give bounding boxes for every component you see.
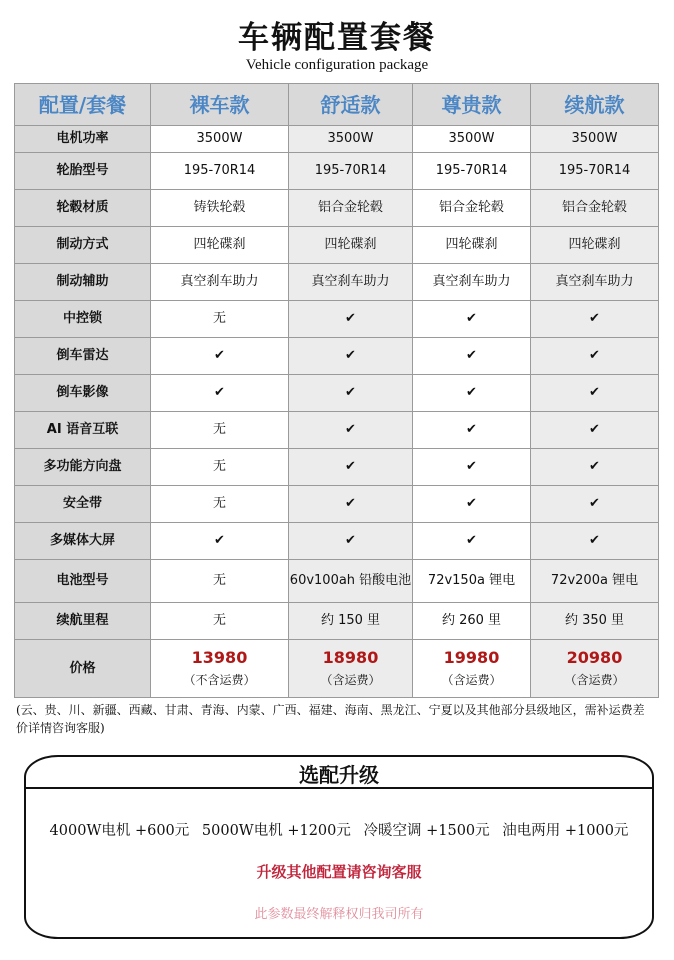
table-cell: 无 (151, 301, 289, 338)
table-cell: 四轮碟刹 (413, 227, 531, 264)
row-label: 价格 (15, 640, 151, 698)
price-row (15, 640, 659, 698)
table-cell: 3500W (531, 126, 659, 153)
check-icon: ✔ (413, 375, 531, 412)
check-icon: ✔ (289, 375, 413, 412)
table-cell: 约 260 里 (413, 603, 531, 640)
row-label: 电机功率 (15, 126, 151, 153)
table-cell: 195-70R14 (289, 153, 413, 190)
table-row (15, 486, 659, 523)
upgrade-option: 5000W电机 +1200元 (201, 823, 351, 839)
check-icon: ✔ (289, 523, 413, 560)
price-cell (151, 640, 289, 698)
row-label: 倒车影像 (15, 375, 151, 412)
upgrade-option: 油电两用 +1000元 (502, 823, 629, 839)
table-cell: 无 (151, 603, 289, 640)
table-cell: 铝合金轮毂 (289, 190, 413, 227)
table-cell: 60v100ah 铅酸电池 (289, 560, 413, 603)
package-header: 尊贵款 (413, 84, 531, 126)
row-label: AI 语音互联 (15, 412, 151, 449)
check-icon: ✔ (413, 338, 531, 375)
table-cell: 真空刹车助力 (289, 264, 413, 301)
table-row (15, 190, 659, 227)
package-header: 裸车款 (151, 84, 289, 126)
config-table (14, 83, 659, 698)
check-icon: ✔ (531, 375, 659, 412)
table-cell: 四轮碟刹 (531, 227, 659, 264)
row-label: 中控锁 (15, 301, 151, 338)
corner-label: 配置/套餐 (15, 84, 151, 126)
price-value: 20980 (566, 647, 623, 667)
check-icon: ✔ (289, 486, 413, 523)
upgrade-box (24, 755, 654, 939)
table-row (15, 560, 659, 603)
price-value: 19980 (443, 647, 500, 667)
table-cell: 无 (151, 560, 289, 603)
row-label: 制动方式 (15, 227, 151, 264)
price-value: 13980 (191, 647, 248, 667)
table-cell: 195-70R14 (151, 153, 289, 190)
price-cell (531, 640, 659, 698)
disclaimer-text: 此参数最终解释权归我司所有 (254, 907, 424, 922)
price-value: 18980 (322, 647, 379, 667)
row-label: 轮毂材质 (15, 190, 151, 227)
table-cell: 195-70R14 (531, 153, 659, 190)
table-cell: 真空刹车助力 (413, 264, 531, 301)
table-row (15, 375, 659, 412)
upgrade-option: 4000W电机 +600元 (49, 823, 190, 839)
row-label: 多媒体大屏 (15, 523, 151, 560)
table-row (15, 603, 659, 640)
table-row (15, 153, 659, 190)
check-icon: ✔ (289, 301, 413, 338)
table-cell: 无 (151, 412, 289, 449)
check-icon: ✔ (413, 412, 531, 449)
check-icon: ✔ (289, 449, 413, 486)
table-cell: 铝合金轮毂 (531, 190, 659, 227)
row-label: 轮胎型号 (15, 153, 151, 190)
package-header: 舒适款 (289, 84, 413, 126)
check-icon: ✔ (151, 375, 289, 412)
row-label: 倒车雷达 (15, 338, 151, 375)
upgrade-title: 选配升级 (299, 763, 379, 787)
page-title: 车辆配置套餐 (238, 20, 436, 56)
table-cell: 72v200a 锂电 (531, 560, 659, 603)
table-row (15, 449, 659, 486)
check-icon: ✔ (531, 523, 659, 560)
table-header-row (15, 84, 659, 126)
table-cell: 3500W (289, 126, 413, 153)
upgrade-contact-text: 升级其他配置请咨询客服 (256, 863, 422, 881)
table-cell: 铝合金轮毂 (413, 190, 531, 227)
check-icon: ✔ (289, 412, 413, 449)
check-icon: ✔ (531, 412, 659, 449)
row-label: 续航里程 (15, 603, 151, 640)
check-icon: ✔ (413, 523, 531, 560)
check-icon: ✔ (531, 301, 659, 338)
freight-note: （含运费） (320, 672, 381, 687)
table-cell: 72v150a 锂电 (413, 560, 531, 603)
freight-note: （含运费） (441, 672, 502, 687)
freight-note: （含运费） (564, 672, 625, 687)
table-cell: 无 (151, 449, 289, 486)
check-icon: ✔ (151, 523, 289, 560)
upgrade-options (26, 819, 652, 840)
table-cell: 四轮碟刹 (289, 227, 413, 264)
freight-note: (云、贵、川、新疆、西藏、甘肃、青海、内蒙、广西、福建、海南、黑龙江、宁夏以及其他部分县级地区，需补运费差价详情咨询客服) (16, 703, 645, 735)
check-icon: ✔ (151, 338, 289, 375)
row-label: 制动辅助 (15, 264, 151, 301)
upgrade-option: 冷暖空调 +1500元 (363, 823, 490, 839)
table-cell: 约 150 里 (289, 603, 413, 640)
upgrade-divider (24, 787, 654, 789)
price-cell (289, 640, 413, 698)
check-icon: ✔ (531, 449, 659, 486)
row-label: 电池型号 (15, 560, 151, 603)
table-cell: 真空刹车助力 (531, 264, 659, 301)
package-header: 续航款 (531, 84, 659, 126)
table-row (15, 523, 659, 560)
table-cell: 195-70R14 (413, 153, 531, 190)
check-icon: ✔ (413, 449, 531, 486)
table-cell: 3500W (151, 126, 289, 153)
freight-note: （不含运费） (183, 672, 256, 687)
table-cell: 四轮碟刹 (151, 227, 289, 264)
check-icon: ✔ (289, 338, 413, 375)
table-row (15, 412, 659, 449)
table-row (15, 301, 659, 338)
table-row (15, 264, 659, 301)
table-cell: 约 350 里 (531, 603, 659, 640)
check-icon: ✔ (413, 301, 531, 338)
row-label: 多功能方向盘 (15, 449, 151, 486)
table-cell: 真空刹车助力 (151, 264, 289, 301)
page-subtitle: Vehicle configuration package (245, 57, 429, 73)
price-cell (413, 640, 531, 698)
table-cell: 铸铁轮毂 (151, 190, 289, 227)
check-icon: ✔ (531, 486, 659, 523)
table-cell: 3500W (413, 126, 531, 153)
table-row (15, 227, 659, 264)
table-row (15, 338, 659, 375)
table-row (15, 126, 659, 153)
check-icon: ✔ (413, 486, 531, 523)
check-icon: ✔ (531, 338, 659, 375)
row-label: 安全带 (15, 486, 151, 523)
table-cell: 无 (151, 486, 289, 523)
